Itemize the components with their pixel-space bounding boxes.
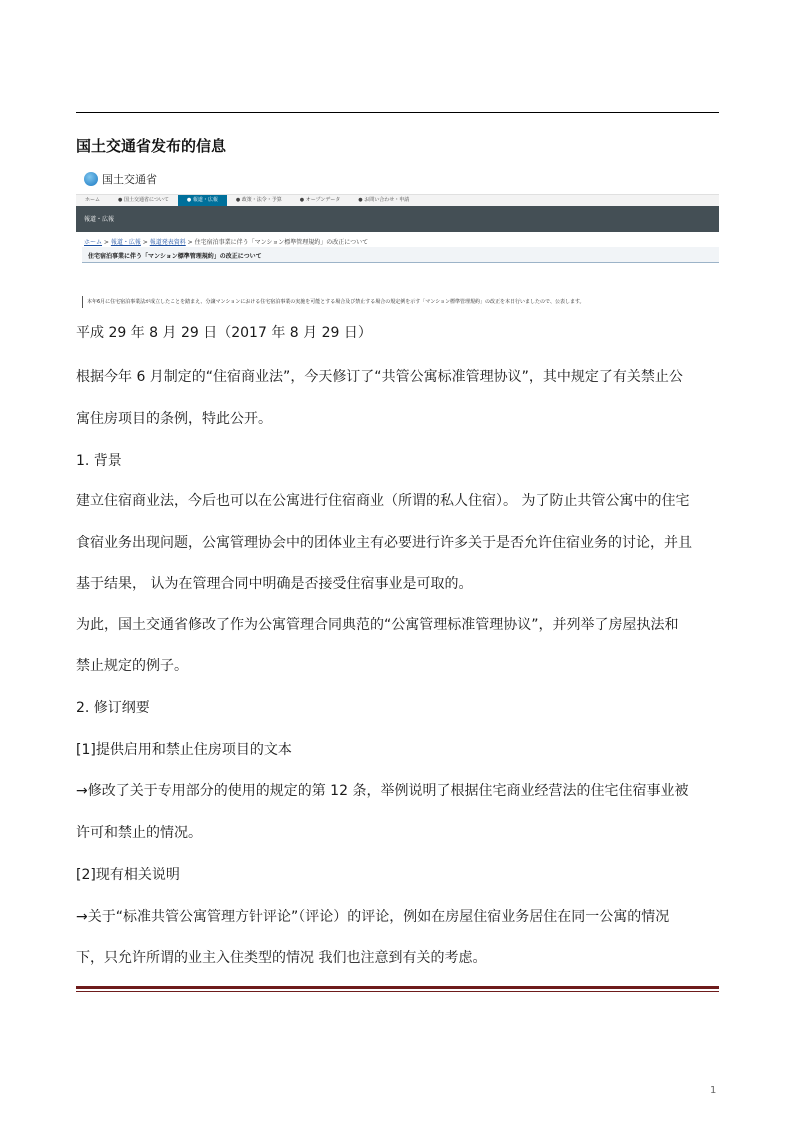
paragraph-line: 为此，国土交通省修改了作为公寓管理合同典范的“公寓管理标准管理协议”，并列举了房屋执法和 (76, 617, 679, 633)
logo-text: 国土交通省 (102, 173, 157, 186)
release-title-box (82, 247, 719, 263)
page-number: 1 (710, 1085, 717, 1096)
section-title-background: 1. 背景 (76, 453, 122, 469)
breadcrumb-current: > 住宅宿泊事業に伴う「マンション標準管理規約」の改正について (185, 239, 369, 246)
paragraph-line: 禁止规定的例子。 (76, 658, 188, 674)
breadcrumb (84, 237, 368, 246)
paragraph-line: 基于结果， 认为在管理合同中明确是否接受住宿事业是可取的。 (76, 576, 473, 592)
breadcrumb-press-link[interactable]: 報道・広報 (110, 239, 141, 246)
paragraph-line: 寓住房项目的条例，特此公开。 (76, 411, 272, 427)
footer-rule-thin (76, 991, 719, 992)
mlit-logo (84, 168, 157, 190)
breadcrumb-release-link[interactable]: 報道発表資料 (149, 239, 186, 246)
nav-item-policy[interactable]: ● 政策・法令・予算 (235, 197, 282, 203)
paragraph-line: 根据今年 6 月制定的“住宿商业法”，今天修订了“共管公寓标准管理协议”，其中规定了有关禁止公 (76, 369, 683, 385)
nav-item-opendata[interactable]: ● オープンデータ (299, 197, 341, 203)
mlit-logo-icon (84, 172, 98, 186)
nav-item-contact[interactable]: ● お問い合わせ・申請 (358, 197, 410, 203)
paragraph-line: 许可和禁止的情况。 (76, 825, 202, 841)
nav-item-home[interactable]: ホーム (85, 197, 101, 203)
paragraph-line: 下，只允许所谓的业主入住类型的情况 我们也注意到有关的考虑。 (76, 950, 487, 966)
top-rule (76, 112, 719, 113)
nav-item-press[interactable]: ● 報道・広報 (178, 195, 227, 206)
list-item-heading: [1]提供启用和禁止住房项目的文本 (76, 742, 292, 758)
paragraph-line: 食宿业务出现问题，公寓管理协会中的团体业主有必要进行许多关于是否允许住宿业务的讨论，并且 (76, 535, 692, 551)
section-heading: 国土交通省发布的信息 (76, 137, 227, 155)
banner-title: 報道・広報 (84, 216, 115, 223)
list-item-heading: [2]现有相关说明 (76, 867, 180, 883)
breadcrumb-separator: > (140, 239, 150, 246)
footer-rule (76, 986, 719, 989)
release-title: 住宅宿泊事業に伴う「マンション標準管理規約」の改正について (88, 253, 262, 260)
section-title-outline: 2. 修订纲要 (76, 700, 150, 716)
paragraph-line: →修改了关于专用部分的使用的规定的第 12 条，举例说明了根据住宅商业经营法的住宅住宿事业被 (76, 783, 689, 799)
paragraph-line: →关于“标准共管公寓管理方针评论”（评论）的评论，例如在房屋住宿业务居住在同一公寓的情况 (76, 909, 670, 925)
embedded-screenshot (76, 164, 719, 310)
paragraph-line: 建立住宿商业法，今后也可以在公寓进行住宿商业（所谓的私人住宿）。 为了防止共管公寓中的住宅 (76, 493, 690, 509)
notice-text: 本年6月に住宅宿泊事業法が成立したことを踏まえ、分譲マンションにおける住宅宿泊事業の実施を可能とする場合及び禁止する場合の規定例を示す「マンション標準管理規約」の改正を本日行いましたので、公表します。 (87, 299, 585, 305)
site-nav (76, 194, 719, 206)
section-banner (76, 206, 719, 232)
nav-item-about[interactable]: ● 国土交通省について (118, 197, 169, 203)
release-notice (82, 296, 719, 308)
breadcrumb-home-link[interactable]: ホーム (84, 239, 103, 246)
breadcrumb-separator: > (102, 239, 111, 246)
date-line: 平成 29 年 8 月 29 日（2017 年 8 月 29 日） (76, 325, 372, 341)
